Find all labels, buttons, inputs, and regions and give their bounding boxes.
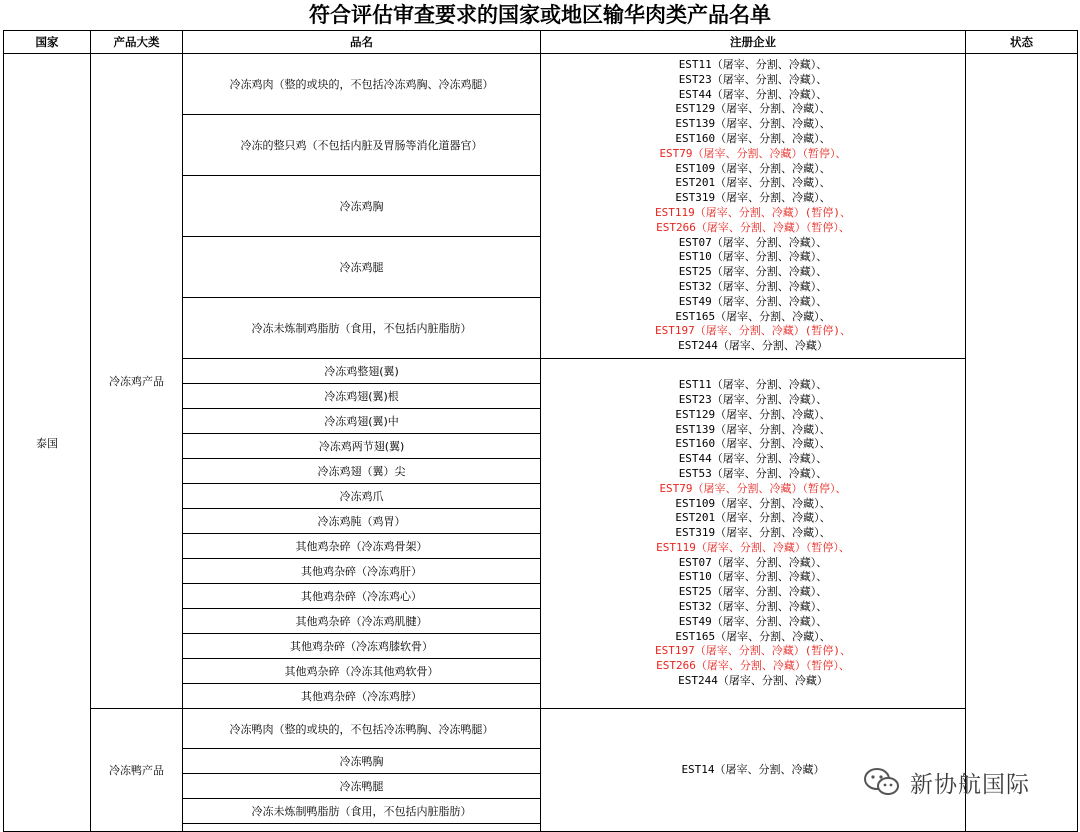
product-table [3, 30, 1078, 832]
est-entry: EST129（屠宰、分割、冷藏）、 [675, 102, 831, 116]
est-entry: EST49（屠宰、分割、冷藏）、 [678, 294, 828, 308]
wechat-icon [862, 766, 902, 798]
watermark-text: 新协航国际 [910, 771, 1030, 798]
table-row [4, 54, 1078, 115]
est-entry: EST139（屠宰、分割、冷藏）、 [675, 117, 831, 131]
est-entry: EST32（屠宰、分割、冷藏）、 [678, 600, 828, 614]
product-cell: 冷冻鸡肉（整的或块的，不包括冷冻鸡胸、冷冻鸡腿） [183, 54, 541, 115]
product-cell: 冷冻未炼制鸡脂肪（食用，不包括内脏脂肪） [183, 298, 541, 359]
product-cell: 冷冻鸡胸 [183, 176, 541, 237]
header-product: 品名 [183, 31, 541, 54]
est-entry: EST129（屠宰、分割、冷藏）、 [675, 407, 831, 421]
est-list-chicken-1 [541, 54, 966, 359]
est-entry: EST160（屠宰、分割、冷藏）、 [675, 132, 831, 146]
est-entry: EST25（屠宰、分割、冷藏）、 [678, 585, 828, 599]
est-entry: EST201（屠宰、分割、冷藏）、 [675, 176, 831, 190]
est-entry: EST14（屠宰、分割、冷藏） [681, 762, 825, 776]
est-entry: EST23（屠宰、分割、冷藏）、 [678, 72, 828, 86]
product-cell: 冷冻鸡翅(翼)中 [183, 409, 541, 434]
product-cell: 其他鸡杂碎（冷冻鸡骨架） [183, 534, 541, 559]
watermark [862, 760, 1030, 804]
product-cell: 冷冻鸡两节翅(翼) [183, 434, 541, 459]
est-entry: EST10（屠宰、分割、冷藏）、 [678, 570, 828, 584]
est-entry: EST32（屠宰、分割、冷藏）、 [678, 279, 828, 293]
est-entry: EST11（屠宰、分割、冷藏）、 [678, 58, 828, 72]
header-country: 国家 [4, 31, 91, 54]
est-entry: EST266（屠宰、分割、冷藏）（暂停）、 [656, 659, 850, 673]
product-cell: 其他鸡杂碎（冷冻鸡肌腱） [183, 609, 541, 634]
est-entry: EST165（屠宰、分割、冷藏）、 [675, 629, 831, 643]
product-cell: 冷冻未炼制鸭脂肪（食用，不包括内脏脂肪） [183, 799, 541, 824]
header-enterprise: 注册企业 [541, 31, 966, 54]
est-entry: EST07（屠宰、分割、冷藏）、 [678, 235, 828, 249]
est-entry: EST197（屠宰、分割、冷藏）(暂停)、 [655, 324, 851, 338]
category-cell-duck: 冷冻鸭产品 [91, 709, 183, 832]
est-entry: EST10（屠宰、分割、冷藏）、 [678, 250, 828, 264]
product-cell: 冷冻鸡爪 [183, 484, 541, 509]
product-cell: 冷冻鸡腿 [183, 237, 541, 298]
product-cell: 冷冻的整只鸡（不包括内脏及胃肠等消化道器官） [183, 115, 541, 176]
product-cell: 冷冻鸡整翅(翼) [183, 359, 541, 384]
header-row [4, 31, 1078, 54]
est-entry: EST79（屠宰、分割、冷藏）（暂停）、 [659, 481, 847, 495]
est-entry: EST44（屠宰、分割、冷藏）、 [678, 87, 828, 101]
est-entry: EST266（屠宰、分割、冷藏）（暂停）、 [656, 220, 850, 234]
est-entry: EST319（屠宰、分割、冷藏）、 [675, 191, 831, 205]
est-entry: EST201（屠宰、分割、冷藏）、 [675, 511, 831, 525]
est-entry: EST44（屠宰、分割、冷藏）、 [678, 452, 828, 466]
est-entry: EST119（屠宰、分割、冷藏）（暂停）、 [656, 540, 850, 554]
est-entry: EST49（屠宰、分割、冷藏）、 [678, 614, 828, 628]
product-cell-empty [183, 824, 541, 832]
est-entry: EST244（屠宰、分割、冷藏） [678, 674, 828, 688]
country-cell: 泰国 [4, 54, 91, 832]
est-entry: EST79（屠宰、分割、冷藏）（暂停）、 [659, 146, 847, 160]
status-cell [966, 54, 1078, 832]
est-entry: EST109（屠宰、分割、冷藏）、 [675, 161, 831, 175]
product-cell: 其他鸡杂碎（冷冻鸡心） [183, 584, 541, 609]
product-cell: 其他鸡杂碎（冷冻鸡膝软骨） [183, 634, 541, 659]
est-entry: EST119（屠宰、分割、冷藏）(暂停)、 [655, 206, 851, 219]
category-cell-chicken: 冷冻鸡产品 [91, 54, 183, 709]
est-entry: EST11（屠宰、分割、冷藏）、 [678, 378, 828, 392]
est-entry: EST53（屠宰、分割、冷藏）、 [678, 466, 828, 480]
est-list-chicken-2 [541, 359, 966, 709]
est-entry: EST109（屠宰、分割、冷藏）、 [675, 496, 831, 510]
product-cell: 冷冻鸭胸 [183, 749, 541, 774]
est-entry: EST160（屠宰、分割、冷藏）、 [675, 437, 831, 451]
header-status: 状态 [966, 31, 1078, 54]
product-cell: 冷冻鸡翅(翼)根 [183, 384, 541, 409]
page-title: 符合评估审查要求的国家或地区输华肉类产品名单 [309, 3, 771, 27]
est-entry: EST139（屠宰、分割、冷藏）、 [675, 422, 831, 436]
est-entry: EST165（屠宰、分割、冷藏）、 [675, 309, 831, 323]
est-entry: EST197（屠宰、分割、冷藏）(暂停)、 [655, 644, 851, 658]
table-row [4, 709, 1078, 749]
product-cell: 其他鸡杂碎（冷冻鸡肝） [183, 559, 541, 584]
product-cell: 其他鸡杂碎（冷冻其他鸡软骨） [183, 659, 541, 684]
est-entry: EST25（屠宰、分割、冷藏）、 [678, 265, 828, 279]
est-entry: EST07（屠宰、分割、冷藏）、 [678, 555, 828, 569]
header-category: 产品大类 [91, 31, 183, 54]
est-entry: EST23（屠宰、分割、冷藏）、 [678, 392, 828, 406]
product-cell: 冷冻鸡肫（鸡胃） [183, 509, 541, 534]
product-cell: 冷冻鸭肉（整的或块的，不包括冷冻鸭胸、冷冻鸭腿） [183, 709, 541, 749]
product-cell: 冷冻鸭腿 [183, 774, 541, 799]
product-cell: 冷冻鸡翅（翼）尖 [183, 459, 541, 484]
est-entry: EST319（屠宰、分割、冷藏）、 [675, 526, 831, 540]
est-entry: EST244（屠宰、分割、冷藏） [678, 339, 828, 353]
product-cell: 其他鸡杂碎（冷冻鸡脖） [183, 684, 541, 709]
